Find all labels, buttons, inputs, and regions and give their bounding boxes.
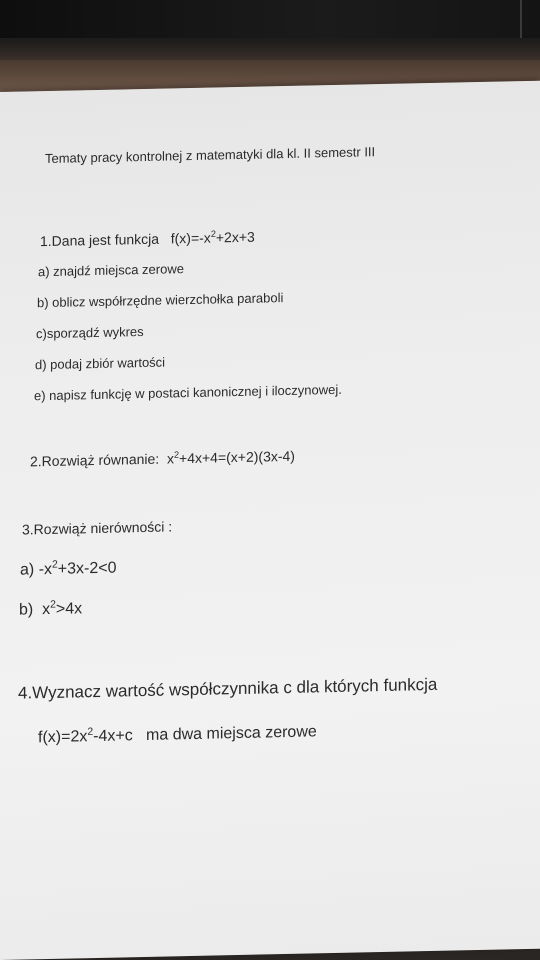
task1-item-a: a) znajdź miejsca zerowe [38,261,184,280]
task4-line2 [38,723,317,747]
task3-item-b: b) $x^2>4x$ [19,599,83,619]
task1-item-b: b) oblicz współrzędne wierzchołka paraboli [37,290,284,311]
task2-label: 2.Rozwiąż równanie: [30,450,160,470]
task1-formula: $f(x)=-x^2+2x+3$ [170,228,255,247]
document-title: Tematy pracy kontrolnej z matematyki dla kl. II semestr III [45,144,376,167]
task2-line [30,448,295,470]
task3-item-a: a) $-x^2+3x-2<0$ [20,559,117,579]
paper-sheet [0,81,540,960]
task3-label: 3.Rozwiąż nierówności : [22,518,173,538]
laptop-edge [0,0,540,38]
laptop-seam [520,0,522,38]
task4-function: $f(x)=2x^2-4x+c$ [38,726,133,747]
task2-equation: $x^2+4x+4=(x+2)(3x-4)$ [166,447,295,467]
task1-item-d: d) podaj zbiór wartości [35,354,166,373]
task1-item-e: e) napisz funkcję w postaci kanonicznej i iloczynowej. [34,381,342,404]
task1-item-c: c)sporządź wykres [36,323,144,342]
task4-tail: ma dwa miejsca zerowe [146,723,317,744]
task1-heading [40,229,255,249]
task1-intro: 1.Dana jest funkcja [40,230,160,250]
task4-line1: 4.Wyznacz wartość współczynnika c dla których funkcja [18,674,438,703]
